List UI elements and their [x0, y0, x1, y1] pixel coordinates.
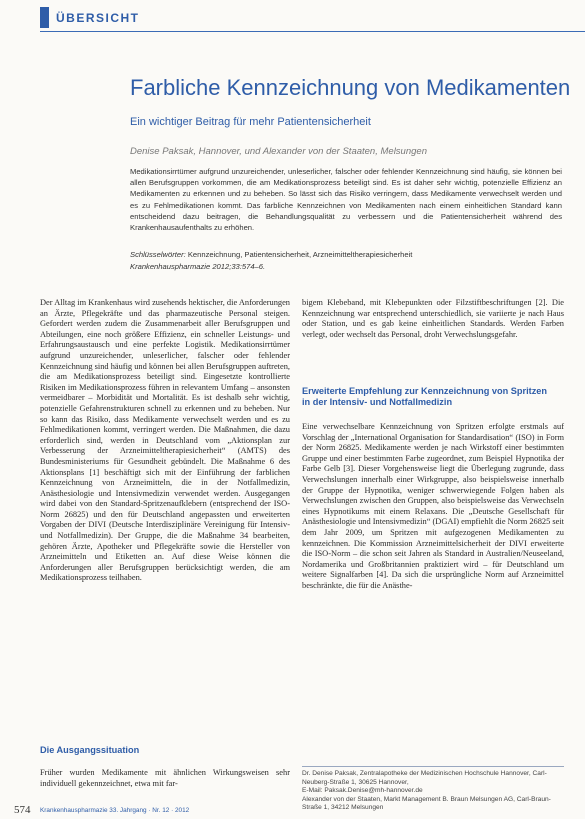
- section-heading: Die Ausgangssituation: [40, 745, 140, 755]
- body-column-left: [40, 298, 290, 584]
- citation: Krankenhauspharmazie 2012;33:574–6.: [130, 262, 266, 271]
- footnote-line: Dr. Denise Paksak, Zentralapotheke der Medizinischen Hochschule Hannover, Carl-Neuberg-Straße 1, 30625 Hannover,: [302, 770, 547, 786]
- article-authors: Denise Paksak, Hannover, und Alexander von der Staaten, Melsungen: [130, 146, 427, 157]
- body-paragraph: bigem Klebeband, mit Klebepunkten oder Filzstiftbeschriftungen [2]. Die Kennzeichnung war entsprechend unterschiedlich, sie variierte je nach Haus oder Station, und es gab keine einheitlichen Standards. Werden Farben verlegt, oder wechselt das Personal, droht Verwechslungsgefahr.: [302, 298, 564, 339]
- footnote-email[interactable]: E-Mail: Paksak.Denise@mh-hannover.de: [302, 787, 423, 795]
- header-rule: [40, 31, 585, 32]
- body-column-right-continued: [302, 422, 564, 592]
- article-title: Farbliche Kennzeichnung von Medikamenten: [130, 75, 571, 100]
- author-footnote: [302, 770, 564, 813]
- keywords: [130, 249, 562, 260]
- section-tag: [40, 7, 140, 28]
- abstract: Medikationsirrtümer aufgrund unzureichender, unleserlicher, falscher oder fehlender Kennzeichnung sind häufig, sie können bei allen Berufsgruppen vorkommen, die am Medikationsprozess beteiligt sind. Es ist daher sehr wichtig, potenzielle Effizienz an Medikamenten zu erkennen und zu beheben. So lässt sich das Risiko verringern, dass Medikamente verwechselt werden und es zu Fehlmedikationen kommt. Das farbliche Kennzeichnen von Medikamenten nach einem einheitlichen Standard kann entscheidend dazu beitragen, die Behandlungsqualität zu verbessern und die Patientensicherheit während des Krankenhausaufenthalts zu erhöhen.: [130, 167, 562, 233]
- body-paragraph: Früher wurden Medikamente mit ähnlichen Wirkungsweisen sehr individuell gekennzeichnet, etwa mit far-: [40, 768, 290, 788]
- footnote-line: Alexander von der Staaten, Markt Management B. Braun Melsungen AG, Carl-Braun-Straße 1, 34212 Melsungen: [302, 795, 551, 812]
- body-column-right: [302, 298, 564, 340]
- section-marker-bar: [40, 7, 49, 28]
- body-paragraph: Der Alltag im Krankenhaus wird zusehends hektischer, die Anforderungen an Ärzte, Pflegekräfte und das pharmazeutische Personal steigen. Gefordert werden zudem die Zusammenarbeit aller Berufsgruppen und Abteilungen, eine noch größere Effizienz, ein schneller Leistungs- und Erfahrungsaustausch und eine perfekte Logistik. Medikationsirrtümer aufgrund unzureichender, unleserlicher, falscher oder fehlender Kennzeichnung sind häufig und können bei allen Berufsgruppen auftreten, die am Medikationsprozess beteiligt sind. Eingesetzte kontrollierte Risiken im Medikationsprozess führen in relevantem Umfang – ansonsten vermeidbarer – Morbidität und Mortalität. Es ist deshalb sehr wichtig, potenzielle Gefahrenstrukturen schnell zu erkennen und zu beheben. Nur so kann das Risiko, dass Medikamente verwechselt werden und es zu Fehlmedikationen kommt, verringert werden. Die Maßnahmen, die dazu erforderlich sind, werden in Deutschland vom „Aktionsplan zur Verbesserung der Arzneimitteltherapiesicherheit“ (AMTS) des Bundesministeriums für Gesundheit gebündelt. Die Maßnahme 6 des Aktionsplans [1] beschäftigt sich mit der Einführung der farblichen Kennzeichnung von Arzneimitteln, die in der Notfallmedizin, Anästhesiologie und Intensivmedizin verwendet werden. Ausgegangen wird dabei von den Standard-Spritzenaufklebern (entsprechend der ISO-Norm 26825) und den für Deutschland angepassten und erweiterten Vorgaben der DIVI (Deutsche Interdisziplinäre Vereinigung für Intensiv- und Notfallmedizin). Der Gruppe, die die Maßnahme 34 bearbeiten, gehören Ärzte, Apotheker und Pflegekräfte sowie die Hersteller von Arzneimitteln und Etiketten an. Auf diese Weise können die Anforderungen aller Berufsgruppen berücksichtigt werden, die am Medikationsprozess teilhaben.: [40, 298, 291, 583]
- body-paragraph: Eine verwechselbare Kennzeichnung von Spritzen erfolgte erstmals auf Vorschlag der „International Organisation for Standardisation“ (ISO) in Form der Norm 26825. Medikamente werden je nach Wirkstoff einer bestimmten Gruppe und einer bestimmten Farbe zugeordnet, zum Beispiel Hypnotika der Farbe Gelb [3]. Dieser Vorgehensweise liegt die Überlegung zugrunde, dass Verwechslungen innerhalb einer Wirkgruppe, also beispielsweise innerhalb der Gruppe der Hypnotika, weniger schwerwiegende Folgen haben als Verwechslungen zwischen den Gruppen, also beispielsweise das Verwechseln eines Hypnotikums mit einem Relaxans. Die „Deutsche Gesellschaft für Anästhesiologie und Intensivmedizin“ (DGAI) empfiehlt die Norm 26825 seit dem Jahr 2009, um Spritzen mit aufgezogenen Medikamenten zu kennzeichnen. Die Kommission Arzneimittelsicherheit der DIVI erweiterte die ISO-Norm – die schon seit Jahren als Standard in Australien/Neuseeland, Nordamerika und Großbritannien praktiziert wird – für Deutschland um weitere Signalfarben [4]. Da sich die ursprüngliche Norm auf Arzneimittel beschränkte, die für die Anästhe-: [302, 422, 564, 590]
- section-heading: Erweiterte Empfehlung zur Kennzeichnung von Spritzen in der Intensiv- und Notfallmedizin: [302, 386, 548, 407]
- keywords-text: Kennzeichnung, Patientensicherheit, Arzneimitteltherapiesicherheit: [187, 250, 413, 259]
- body-column-left-continued: [40, 768, 290, 789]
- article-subtitle: Ein wichtiger Beitrag für mehr Patientensicherheit: [130, 116, 371, 128]
- page-number: 574: [14, 804, 31, 816]
- keywords-label: Schlüsselwörter:: [130, 250, 186, 259]
- journal-footer: Krankenhauspharmazie 33. Jahrgang · Nr. 12 · 2012: [40, 807, 190, 814]
- footnote-rule: [302, 766, 564, 767]
- section-label: ÜBERSICHT: [56, 10, 140, 25]
